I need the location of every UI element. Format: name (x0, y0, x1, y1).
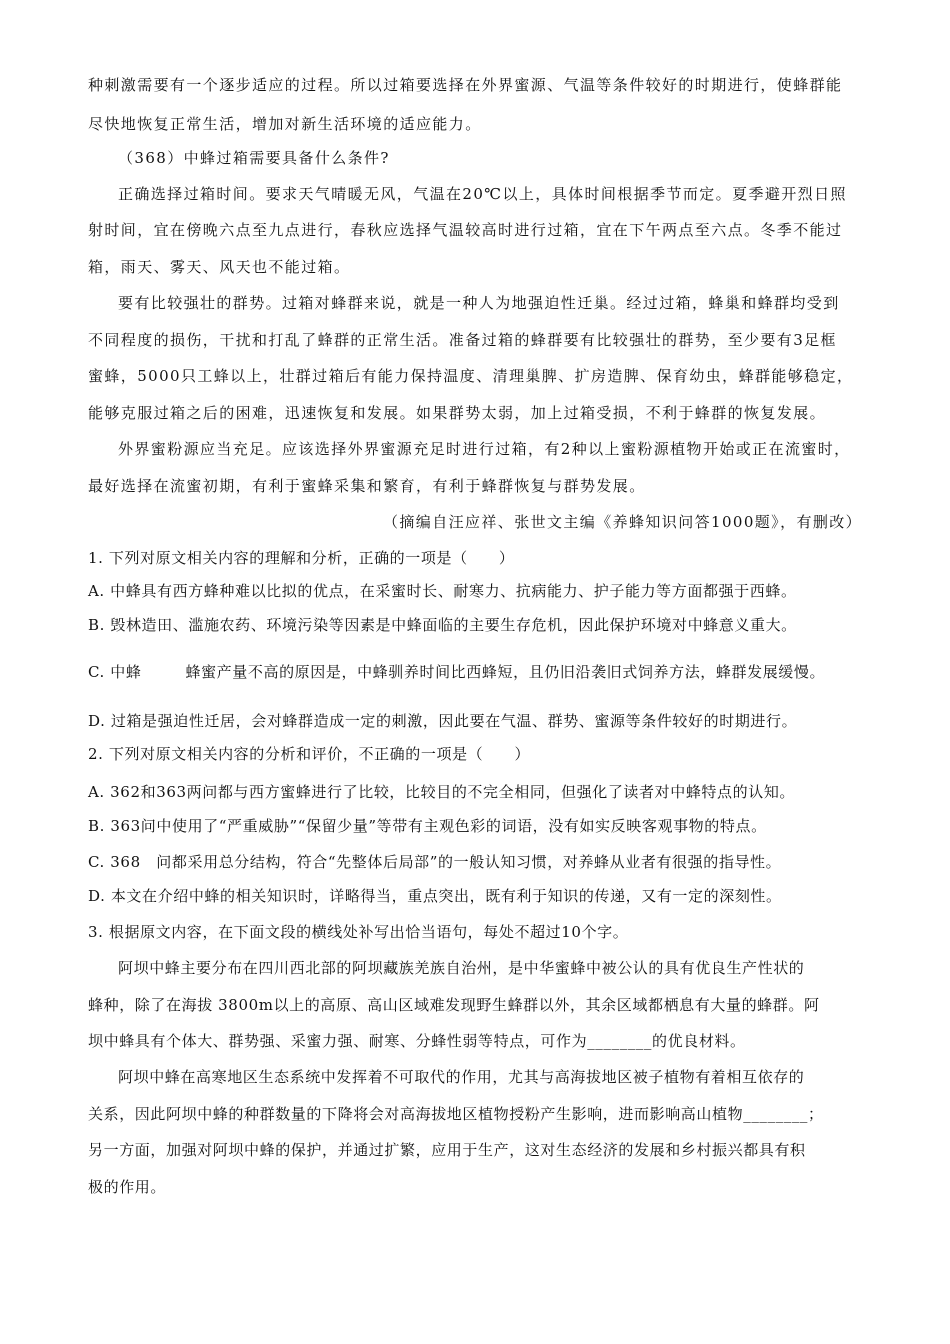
passage-p1-line2: 尽快地恢复正常生活，增加对新生活环境的适应能力。 (88, 115, 482, 133)
passage-p2-line2: 射时间，宜在傍晚六点至九点进行，春秋应选择气温较高时进行过箱，宜在下午两点至六点。冬季不能过 (88, 221, 843, 239)
question-3-para2-line1: 阿坝中蜂在高寒地区生态系统中发挥着不可取代的作用，尤其与高海拔地区被子植物有着相互依存的 (118, 1068, 805, 1086)
question-3-para1-line2: 蜂种，除了在海拔 3800m以上的高原、高山区域难发现野生蜂群以外，其余区域都栖息有大量的蜂群。阿 (88, 996, 820, 1014)
passage-p2-line3: 箱，雨天、雾天、风天也不能过箱。 (88, 258, 351, 276)
question-1-option-d: D. 过箱是强迫性迁居，会对蜂群造成一定的刺激，因此要在气温、群势、蜜源等条件较好的时期进行。 (88, 712, 798, 730)
passage-p4-line1: 外界蜜粉源应当充足。应该选择外界蜜源充足时进行过箱，有2种以上蜜粉源植物开始或正在流蜜时， (118, 440, 851, 458)
question-2-option-b: B. 363问中使用了“严重威胁”“保留少量”等带有主观色彩的词语，没有如实反映客观事物的特点。 (88, 817, 767, 835)
question-2-option-a: A. 362和363两问都与西方蜜蜂进行了比较，比较目的不完全相同，但强化了读者对中蜂特点的认知。 (88, 783, 796, 801)
passage-p3-line3: 蜜蜂，5000只工蜂以上，壮群过箱后有能力保持温度、清理巢脾、扩房造脾、保育幼虫，蜂群能够稳定， (88, 367, 854, 385)
question-3-stem: 3. 根据原文内容，在下面文段的横线处补写出恰当语句，每处不超过10个字。 (88, 923, 629, 941)
question-3-para2-line2-a: 关系，因此阿坝中蜂的种群数量的下降将会对高海拔地区植物授粉产生影响，进而影响高山植物 (88, 1105, 744, 1123)
question-1-option-c-part2: 蜂蜜产量不高的原因是，中蜂驯养时间比西蜂短，且仍旧沿袭旧式饲养方法，蜂群发展缓慢。 (185, 663, 826, 681)
passage-p4-line2: 最好选择在流蜜初期，有利于蜜蜂采集和繁育，有利于蜂群恢复与群势发展。 (88, 477, 646, 495)
question-368-heading: （368）中蜂过箱需要具备什么条件? (118, 149, 390, 167)
question-2-option-c: C. 368 问都采用总分结构，符合“先整体后局部”的一般认知习惯，对养蜂从业者有很强的指导性。 (88, 853, 782, 871)
passage-p3-line2: 不同程度的损伤，干扰和打乱了蜂群的正常生活。准备过箱的蜂群要有比较强壮的群势，至少要有3足框 (88, 331, 837, 349)
question-3-para2-line2-b: ； (808, 1105, 824, 1123)
question-3-para1-line3-b: 的优良材料。 (652, 1032, 746, 1050)
passage-p3-line1: 要有比较强壮的群势。过箱对蜂群来说，就是一种人为地强迫性迁巢。经过过箱，蜂巢和蜂群均受到 (118, 294, 840, 312)
question-3-para2-line4: 极的作用。 (88, 1178, 167, 1196)
passage-p3-line4: 能够克服过箱之后的困难，迅速恢复和发展。如果群势太弱，加上过箱受损，不利于蜂群的恢复发展。 (88, 404, 827, 422)
question-1-option-c (88, 662, 825, 682)
question-3-para2-line3: 另一方面，加强对阿坝中蜂的保护，并通过扩繁，应用于生产，这对生态经济的发展和乡村振兴都具有积 (88, 1141, 806, 1159)
question-3-para2-line2 (88, 1104, 824, 1124)
answer-blank-1[interactable]: ________ (587, 1032, 653, 1050)
passage-p1-line1: 种刺激需要有一个逐步适应的过程。所以过箱要选择在外界蜜源、气温等条件较好的时期进行，使蜂群能 (88, 76, 843, 94)
question-2-option-d: D. 本文在介绍中蜂的相关知识时，详略得当，重点突出，既有利于知识的传递，又有一定的深刻性。 (88, 887, 782, 905)
question-1-option-a: A. 中蜂具有西方蜂种难以比拟的优点，在采蜜时长、耐寒力、抗病能力、护子能力等方面都强于西蜂。 (88, 582, 797, 600)
question-1-option-c-part1: C. 中蜂 (88, 663, 142, 681)
question-3-para1-line3 (88, 1031, 746, 1051)
answer-blank-2[interactable]: ________ (743, 1105, 809, 1123)
question-1-option-b: B. 毁林造田、滥施农药、环境污染等因素是中蜂面临的主要生存危机，因此保护环境对中蜂意义重大。 (88, 616, 797, 634)
question-3-para1-line1: 阿坝中蜂主要分布在四川西北部的阿坝藏族羌族自治州，是中华蜜蜂中被公认的具有优良生产性状的 (118, 959, 805, 977)
question-3-para1-line3-a: 坝中蜂具有个体大、群势强、采蜜力强、耐寒、分蜂性弱等特点，可作为 (88, 1032, 588, 1050)
passage-p2-line1: 正确选择过箱时间。要求天气晴暖无风，气温在20℃以上，具体时间根据季节而定。夏季避开烈日照 (118, 185, 847, 203)
question-1-stem: 1. 下列对原文相关内容的理解和分析，正确的一项是（ ） (88, 549, 515, 567)
question-2-stem: 2. 下列对原文相关内容的分析和评价，不正确的一项是（ ） (88, 745, 531, 763)
passage-source: （摘编自汪应祥、张世文主编《养蜂知识问答1000题》，有删改） (383, 513, 863, 531)
